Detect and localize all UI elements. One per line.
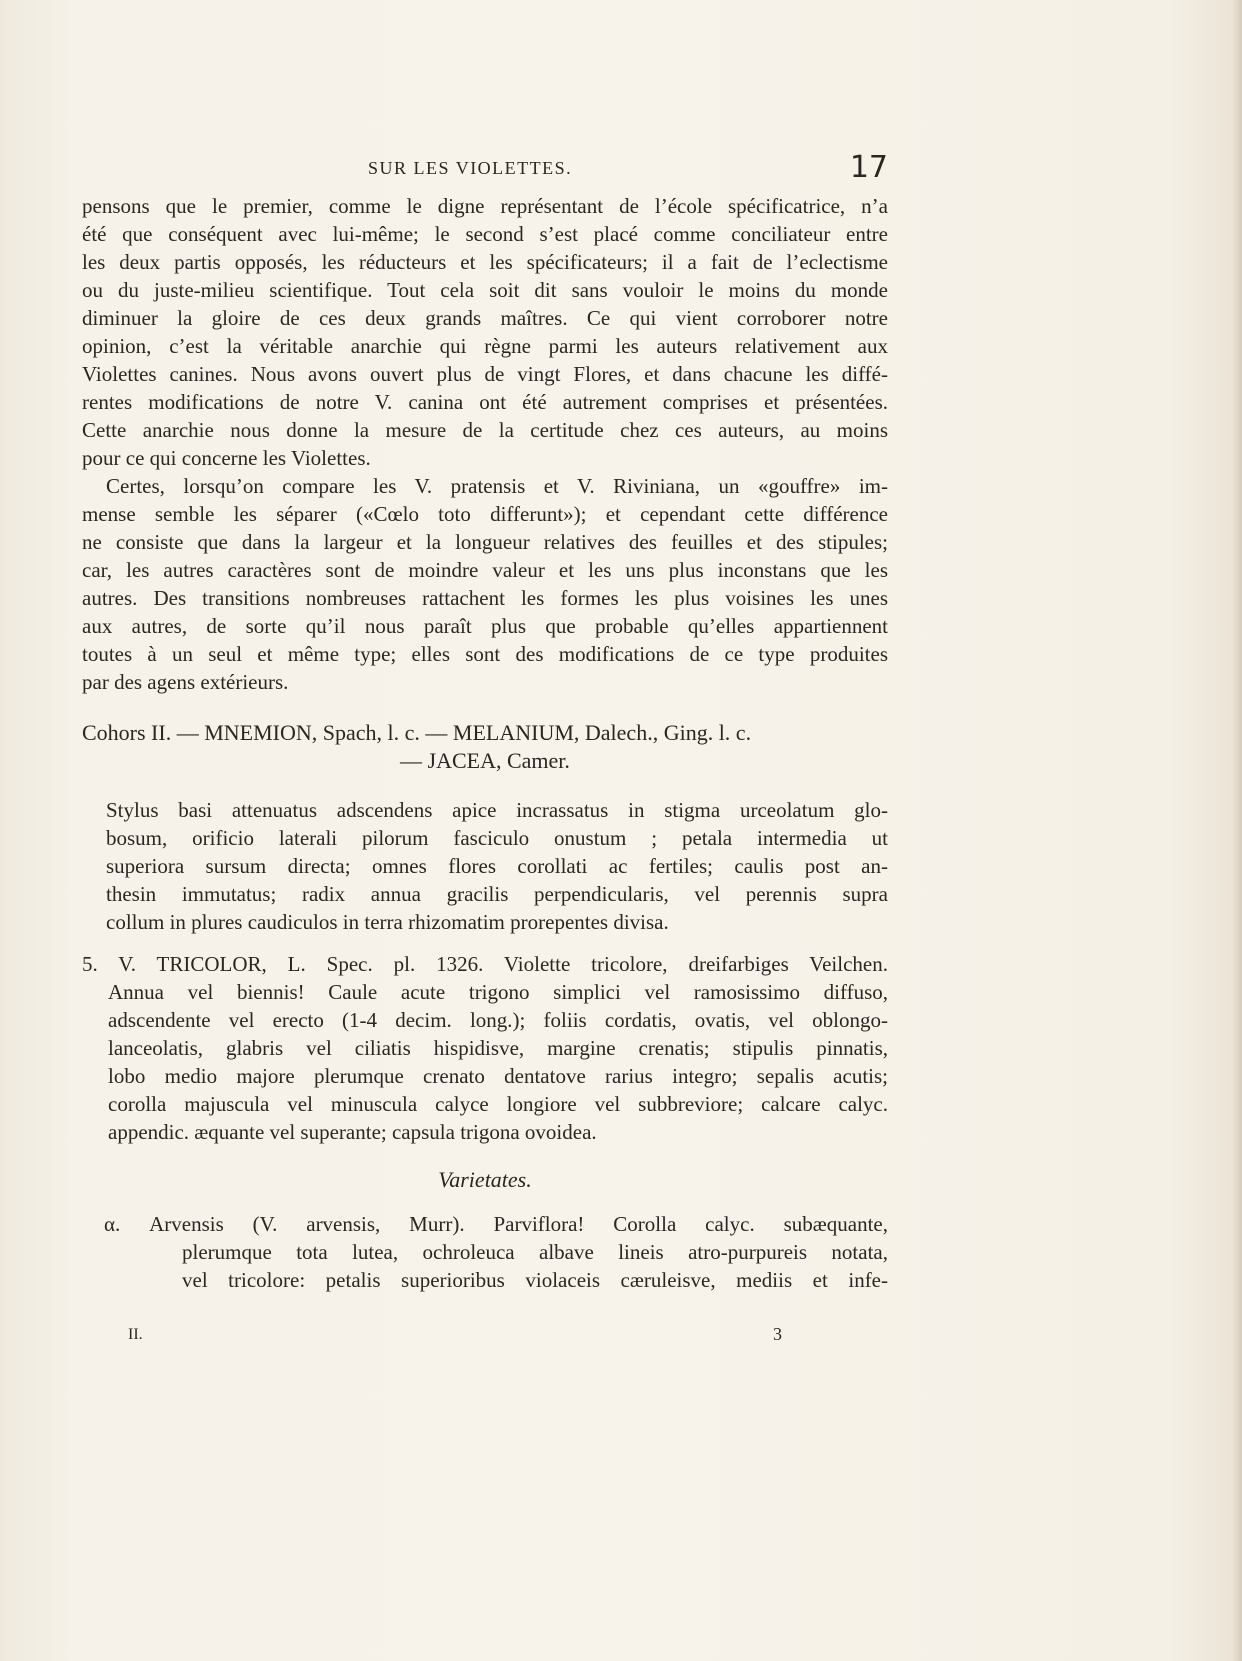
- text-line: Certes, lorsqu’on compare les V. pratensis et V. Riviniana, un «gouffre» im-: [106, 474, 888, 498]
- variety-arvensis: [82, 1210, 888, 1294]
- text-line: lanceolatis, glabris vel ciliatis hispidisve, margine crenatis; stipulis pinnatis,: [108, 1036, 888, 1060]
- text-line: superiora sursum directa; omnes flores corollati ac fertiles; caulis post an-: [106, 854, 888, 878]
- gathering-signature: 3: [773, 1324, 782, 1344]
- page-header: [82, 150, 888, 190]
- paragraph-anarchy: [82, 192, 888, 472]
- text-line: Annua vel biennis! Caule acute trigono simplici vel ramosissimo diffuso,: [108, 980, 888, 1004]
- text-line: Stylus basi attenuatus adscendens apice incrassatus in stigma urceolatum glo-: [106, 798, 888, 822]
- text-line: plerumque tota lutea, ochroleuca albave lineis atro-purpureis notata,: [182, 1240, 888, 1264]
- text-line: toutes à un seul et même type; elles sont des modifications de ce type produites: [82, 642, 888, 666]
- text-line: ne consiste que dans la largeur et la longueur relatives des feuilles et des stipules;: [82, 530, 888, 554]
- page-number: 17: [849, 150, 888, 185]
- text-line: autres. Des transitions nombreuses rattachent les formes les plus voisines les unes: [82, 586, 888, 610]
- cohors-line: Cohors II. — MNEMION, Spach, l. c. — MELANIUM, Dalech., Ging. l. c.: [82, 720, 752, 745]
- text-line: adscendente vel erecto (1-4 decim. long.); foliis cordatis, ovatis, vel oblongo-: [108, 1008, 888, 1032]
- text-line: corolla majuscula vel minuscula calyce longiore vel subbreviore; calcare calyc.: [108, 1092, 888, 1116]
- text-line: Violettes canines. Nous avons ouvert plus de vingt Flores, et dans chacune les diffé-: [82, 362, 888, 386]
- text-line: α. Arvensis (V. arvensis, Murr). Parviflora! Corolla calyc. subæquante,: [104, 1212, 888, 1236]
- text-line: thesin immutatus; radix annua gracilis perpendicularis, vel perennis supra: [106, 882, 888, 906]
- text-line: mense semble les séparer («Cœlo toto differunt»); et cependant cette différence: [82, 502, 888, 526]
- body-text: [82, 192, 888, 1294]
- varieties-heading: Varietates.: [438, 1167, 532, 1192]
- text-line: Cette anarchie nous donne la mesure de la certitude chez ces auteurs, au moins: [82, 418, 888, 442]
- running-title: SUR LES VIOLETTES.: [368, 158, 573, 178]
- page-footer: [128, 1324, 782, 1352]
- text-line: les deux partis opposés, les réducteurs et les spécificateurs; il a fait de l’eclectisme: [82, 250, 888, 274]
- text-line: appendic. æquante vel superante; capsula trigona ovoidea.: [108, 1120, 597, 1144]
- text-line: collum in plures caudiculos in terra rhizomatim prorepentes divisa.: [106, 910, 669, 934]
- page-edge-shadow: [1232, 0, 1242, 1661]
- volume-signature: II.: [128, 1326, 143, 1343]
- text-line: pour ce qui concerne les Violettes.: [82, 446, 371, 470]
- text-line: ou du juste-milieu scientifique. Tout cela soit dit sans vouloir le moins du monde: [82, 278, 888, 302]
- species-tricolor: [82, 950, 888, 1146]
- text-line: bosum, orificio laterali pilorum fasciculo onustum ; petala intermedia ut: [106, 826, 888, 850]
- text-line: diminuer la gloire de ces deux grands maîtres. Ce qui vient corroborer notre: [82, 306, 888, 330]
- text-line: vel tricolore: petalis superioribus violaceis cæruleisve, mediis et infe-: [182, 1268, 888, 1292]
- cohors-heading: [82, 719, 888, 775]
- text-line: aux autres, de sorte qu’il nous paraît plus que probable qu’elles appartiennent: [82, 614, 888, 638]
- text-line: opinion, c’est la véritable anarchie qui règne parmi les auteurs relativement aux: [82, 334, 888, 358]
- text-line: car, les autres caractères sont de moindre valeur et les uns plus inconstans que les: [82, 558, 888, 582]
- text-line: rentes modifications de notre V. canina ont été autrement comprises et présentées.: [82, 390, 888, 414]
- species-title: 5. V. TRICOLOR, L. Spec. pl. 1326. Violette tricolore, dreifarbiges Veilchen.: [82, 952, 888, 976]
- text-line: lobo medio majore plerumque crenato dentatove rarius integro; sepalis acutis;: [108, 1064, 888, 1088]
- text-line: par des agens extérieurs.: [82, 670, 289, 694]
- cohors-diagnosis: [82, 796, 888, 936]
- text-line: été que conséquent avec lui-même; le second s’est placé comme conciliateur entre: [82, 222, 888, 246]
- cohors-line: — JACEA, Camer.: [400, 748, 570, 773]
- text-line: pensons que le premier, comme le digne représentant de l’école spécificatrice, n’a: [82, 194, 888, 218]
- paragraph-certes: [82, 472, 888, 696]
